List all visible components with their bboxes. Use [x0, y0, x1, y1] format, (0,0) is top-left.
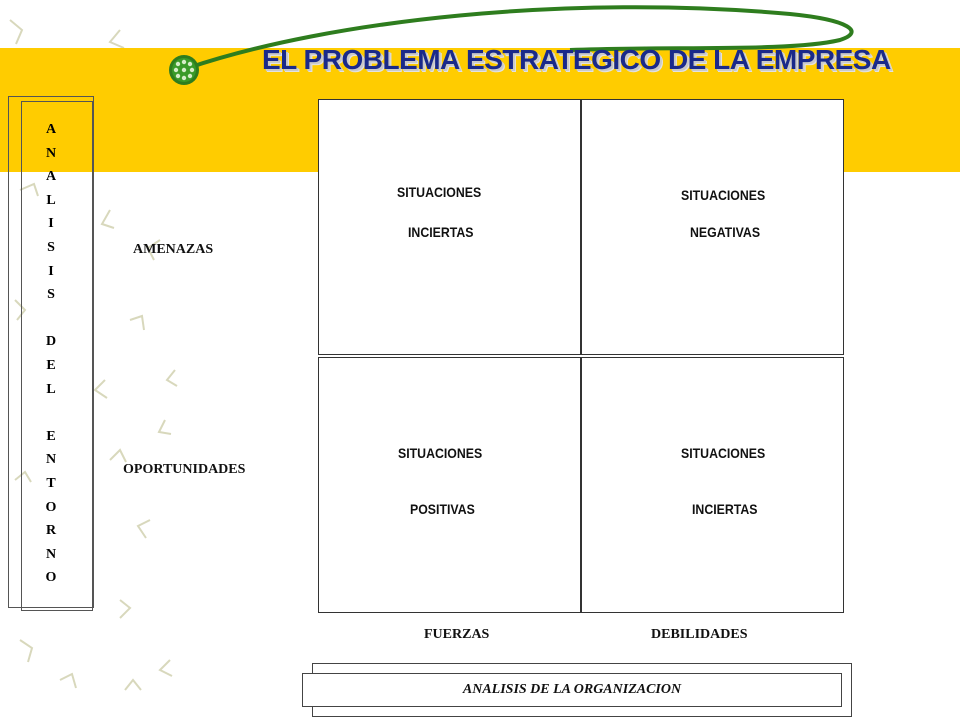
quadrant-top-right-line2: NEGATIVAS	[690, 224, 761, 240]
quadrant-bottom-left	[318, 357, 581, 613]
vertical-letter: L	[46, 192, 56, 208]
vertical-letter: E	[46, 428, 56, 444]
quadrant-bottom-right-line2: INCIERTAS	[692, 501, 758, 517]
row-label-amenazas: AMENAZAS	[133, 242, 214, 257]
vertical-letter: A	[45, 169, 57, 185]
vertical-letter: S	[47, 239, 55, 255]
quadrant-bottom-right-line1: SITUACIONES	[681, 445, 766, 461]
vertical-letter: I	[48, 216, 54, 232]
vertical-letter: D	[45, 334, 57, 350]
vertical-letter: A	[45, 122, 57, 137]
organization-analysis-label: ANALISIS DE LA ORGANIZACION	[462, 682, 682, 697]
quadrant-top-left-line2: INCIERTAS	[408, 224, 474, 240]
vertical-letter: T	[46, 475, 56, 491]
vertical-letter: N	[45, 452, 57, 468]
vertical-letter: O	[45, 570, 57, 586]
vertical-letter: N	[45, 546, 57, 562]
column-label-fuerzas: FUERZAS	[424, 627, 490, 642]
quadrant-bottom-right	[581, 357, 844, 613]
quadrant-top-left-line1: SITUACIONES	[397, 184, 482, 200]
vertical-letter: O	[45, 499, 57, 515]
vertical-letter: I	[48, 263, 54, 279]
quadrant-top-right-line1: SITUACIONES	[681, 187, 766, 203]
vertical-letter: L	[46, 381, 56, 397]
environment-analysis-vertical-label	[38, 118, 64, 590]
quadrant-bottom-left-line2: POSITIVAS	[410, 501, 475, 517]
vertical-letter: R	[45, 523, 57, 539]
column-label-debilidades: DEBILIDADES	[651, 627, 748, 642]
vertical-letter: S	[47, 287, 55, 303]
row-label-oportunidades: OPORTUNIDADES	[123, 462, 246, 477]
vertical-letter: N	[45, 145, 57, 161]
slide-title: EL PROBLEMA ESTRATEGICO DE LA EMPRESA	[262, 44, 891, 75]
quadrant-bottom-left-line1: SITUACIONES	[398, 445, 483, 461]
organization-analysis-box	[302, 673, 842, 707]
vertical-letter: E	[46, 357, 56, 373]
